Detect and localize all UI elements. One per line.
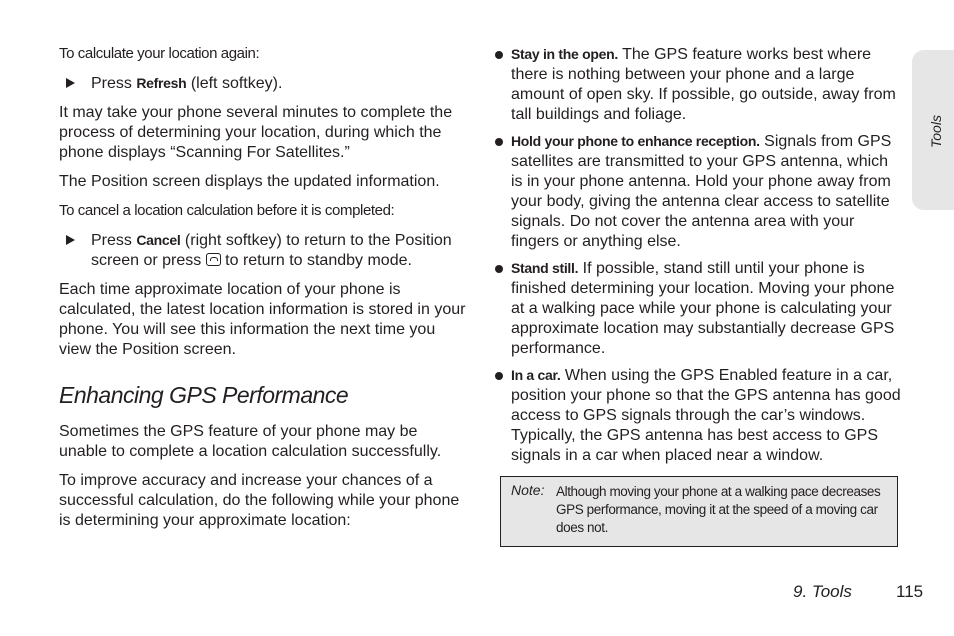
paragraph-gps-unable: Sometimes the GPS feature of your phone may be unable to complete a location calculation successfully.: [59, 423, 442, 460]
cancel-key-label: Cancel: [136, 232, 181, 248]
paragraph-improve-accuracy: To improve accuracy and increase your chances of a successful calculation, do the following while your phone is determining your approximate location:: [59, 472, 460, 529]
footer-section: 9. Tools: [793, 582, 852, 601]
refresh-key-label: Refresh: [136, 75, 187, 91]
list-item: Stay in the open. The GPS feature works best where there is nothing between your phone and a large amount of open sky. If possible, go outside, away from tall buildings and foliage.: [494, 44, 904, 125]
note-text: Although moving your phone at a walking pace decreases GPS performance, moving it at the speed of a moving car does not.: [556, 484, 881, 535]
step-refresh: Press Refresh (left softkey).: [59, 73, 469, 94]
page-number: 115: [896, 582, 924, 601]
end-key-icon: [206, 253, 221, 266]
note-label: Note:: [511, 482, 545, 498]
list-item: Hold your phone to enhance reception. Signals from GPS satellites are transmitted to your GPS antenna, which is in your phone antenna. Hold your phone away from your body, giving the antenna clear access to satellite signals. Do not cover the antenna area with your fingers or anything else.: [494, 131, 904, 252]
triangle-right-icon: [66, 235, 75, 245]
instruction-heading-cancel: To cancel a location calculation before it is completed:: [59, 202, 395, 219]
side-tab-label: Tools: [928, 115, 944, 148]
paragraph-location-stored: Each time approximate location of your phone is calculated, the latest location information is stored in your phone. You will see this information the next time you view the Position screen.: [59, 281, 466, 358]
bullet-icon: [495, 265, 503, 273]
triangle-right-icon: [66, 78, 75, 88]
paragraph-position-screen: The Position screen displays the updated information.: [59, 173, 440, 190]
right-column: [494, 44, 904, 547]
note-box: [500, 476, 898, 547]
left-column: [59, 44, 469, 540]
bullet-icon: [495, 372, 503, 380]
list-item: In a car. When using the GPS Enabled feature in a car, position your phone so that the GPS antenna has good access to GPS signals through the car’s windows. Typically, the GPS antenna has best access to GPS signals in a car when placed near a window.: [494, 365, 904, 466]
paragraph-scanning: It may take your phone several minutes to complete the process of determining your location, during which the phone displays “Scanning For Satellites.”: [59, 104, 453, 161]
bullet-icon: [495, 51, 503, 59]
bullet-icon: [495, 138, 503, 146]
section-title: Enhancing GPS Performance: [59, 382, 349, 408]
instruction-heading-calculate: To calculate your location again:: [59, 45, 260, 62]
list-item: Stand still. If possible, stand still until your phone is finished determining your location. Moving your phone at a walking pace while your phone is calculating your approximate location may substantially decrease GPS performance.: [494, 258, 904, 359]
step-cancel: Press Cancel (right softkey) to return to the Position screen or press to return to standby mode.: [59, 230, 469, 271]
